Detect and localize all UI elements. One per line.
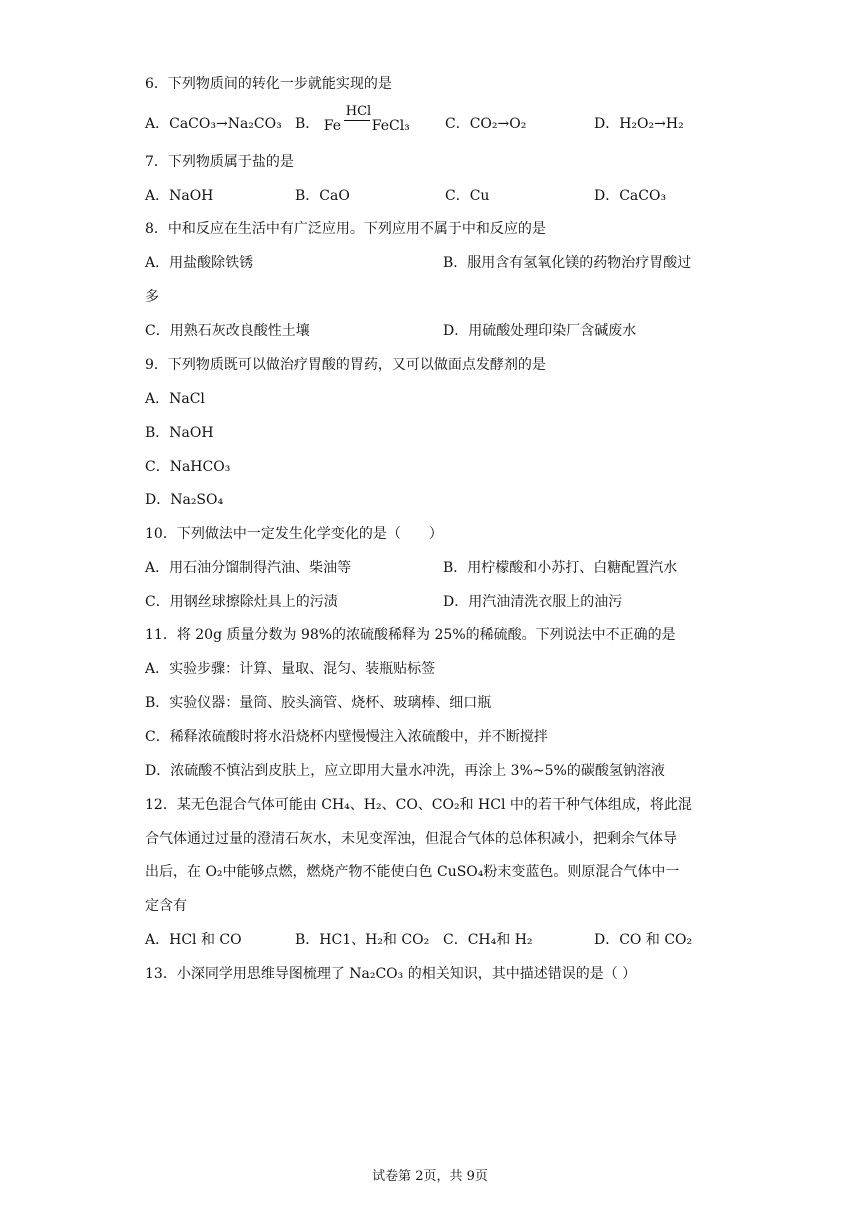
page-footer: 试卷第 2页，共 9页 [372,1169,488,1184]
q8-stem: 8．中和反应在生活中有广泛应用。下列应用不属于中和反应的是 [145,221,546,237]
q6-product: FeCl₃ [371,118,410,134]
q11-option-c: C．稀释浓硫酸时将水沿烧杯内壁慢慢注入浓硫酸中，并不断搅拌 [145,729,548,745]
q8-option-b-line2: 多 [145,289,159,305]
q7-stem: 7．下列物质属于盐的是 [145,154,294,170]
q12-option-c: C．CH₄和 H₂ [443,932,533,948]
q7-option-c: C．Cu [445,188,490,204]
q12-option-b: B．HC1、H₂和 CO₂ [295,932,430,948]
q7-option-a: A．NaOH [145,188,214,204]
q6-option-b-prefix: B． [295,116,320,132]
q6-option-d: D．H₂O₂→H₂ [594,116,684,132]
q6-reaction-bar [344,120,370,121]
q6-option-b [295,104,424,134]
q9-option-b: B．NaOH [145,425,214,441]
q8-option-c: C．用熟石灰改良酸性土壤 [145,323,310,339]
q10-option-d: D．用汽油清洗衣服上的油污 [443,594,623,610]
q11-stem: 11．将 20g 质量分数为 98%的浓硫酸稀释为 25%的稀硫酸。下列说法中不正确的是 [145,627,676,643]
q9-option-d: D．Na₂SO₄ [145,492,224,508]
q9-stem: 9．下列物质既可以做治疗胃酸的胃药，又可以做面点发酵剂的是 [145,357,546,373]
q8-option-b-line1: B．服用含有氢氧化镁的药物治疗胃酸过 [443,255,692,271]
q6-arrow-label: HCl [345,104,372,119]
q8-option-a: A．用盐酸除铁锈 [145,255,254,271]
q7-option-b: B．CaO [295,188,350,204]
q6-reaction-formula [323,104,424,134]
q10-option-b: B．用柠檬酸和小苏打、白糖配置汽水 [443,560,678,576]
q12-option-a: A．HCl 和 CO [145,932,242,948]
q6-option-c: C．CO₂→O₂ [445,116,527,132]
q11-option-a: A．实验步骤：计算、量取、混匀、装瓶贴标签 [145,661,436,677]
q10-option-a: A．用石油分馏制得汽油、柴油等 [145,560,352,576]
q13-stem: 13．小深同学用思维导图梳理了 Na₂CO₃ 的相关知识，其中描述错误的是（ ） [145,966,637,982]
q12-option-d: D．CO 和 CO₂ [594,932,693,948]
q12-stem-line3: 出后，在 O₂中能够点燃，燃烧产物不能使白色 CuSO₄粉末变蓝色。则原混合气体中一 [145,864,680,880]
q6-stem: 6．下列物质间的转化一步就能实现的是 [145,76,392,92]
q11-option-d: D．浓硫酸不慎沾到皮肤上，应立即用大量水冲洗，再涂上 3%~5%的碳酸氢钠溶液 [145,763,665,779]
q6-option-a: A．CaCO₃→Na₂CO₃ [145,116,282,132]
q9-option-a: A．NaCl [145,391,205,407]
q10-option-c: C．用钢丝球擦除灶具上的污渍 [145,594,338,610]
q10-stem: 10．下列做法中一定发生化学变化的是（ ） [145,526,443,542]
q12-stem-line2: 合气体通过过量的澄清石灰水，未见变浑浊，但混合气体的总体积减小，把剩余气体导 [145,831,677,847]
q8-option-d: D．用硫酸处理印染厂含碱废水 [443,323,637,339]
q9-option-c: C．NaHCO₃ [145,459,231,475]
q12-stem-line1: 12．某无色混合气体可能由 CH₄、H₂、CO、CO₂和 HCl 中的若干种气体组成，将此混 [145,797,692,813]
q7-option-d: D．CaCO₃ [594,188,667,204]
q6-reactant-fe: Fe [323,118,341,134]
q12-stem-line4: 定含有 [145,898,187,914]
q11-option-b: B．实验仪器：量筒、胶头滴管、烧杯、玻璃棒、细口瓶 [145,695,492,711]
